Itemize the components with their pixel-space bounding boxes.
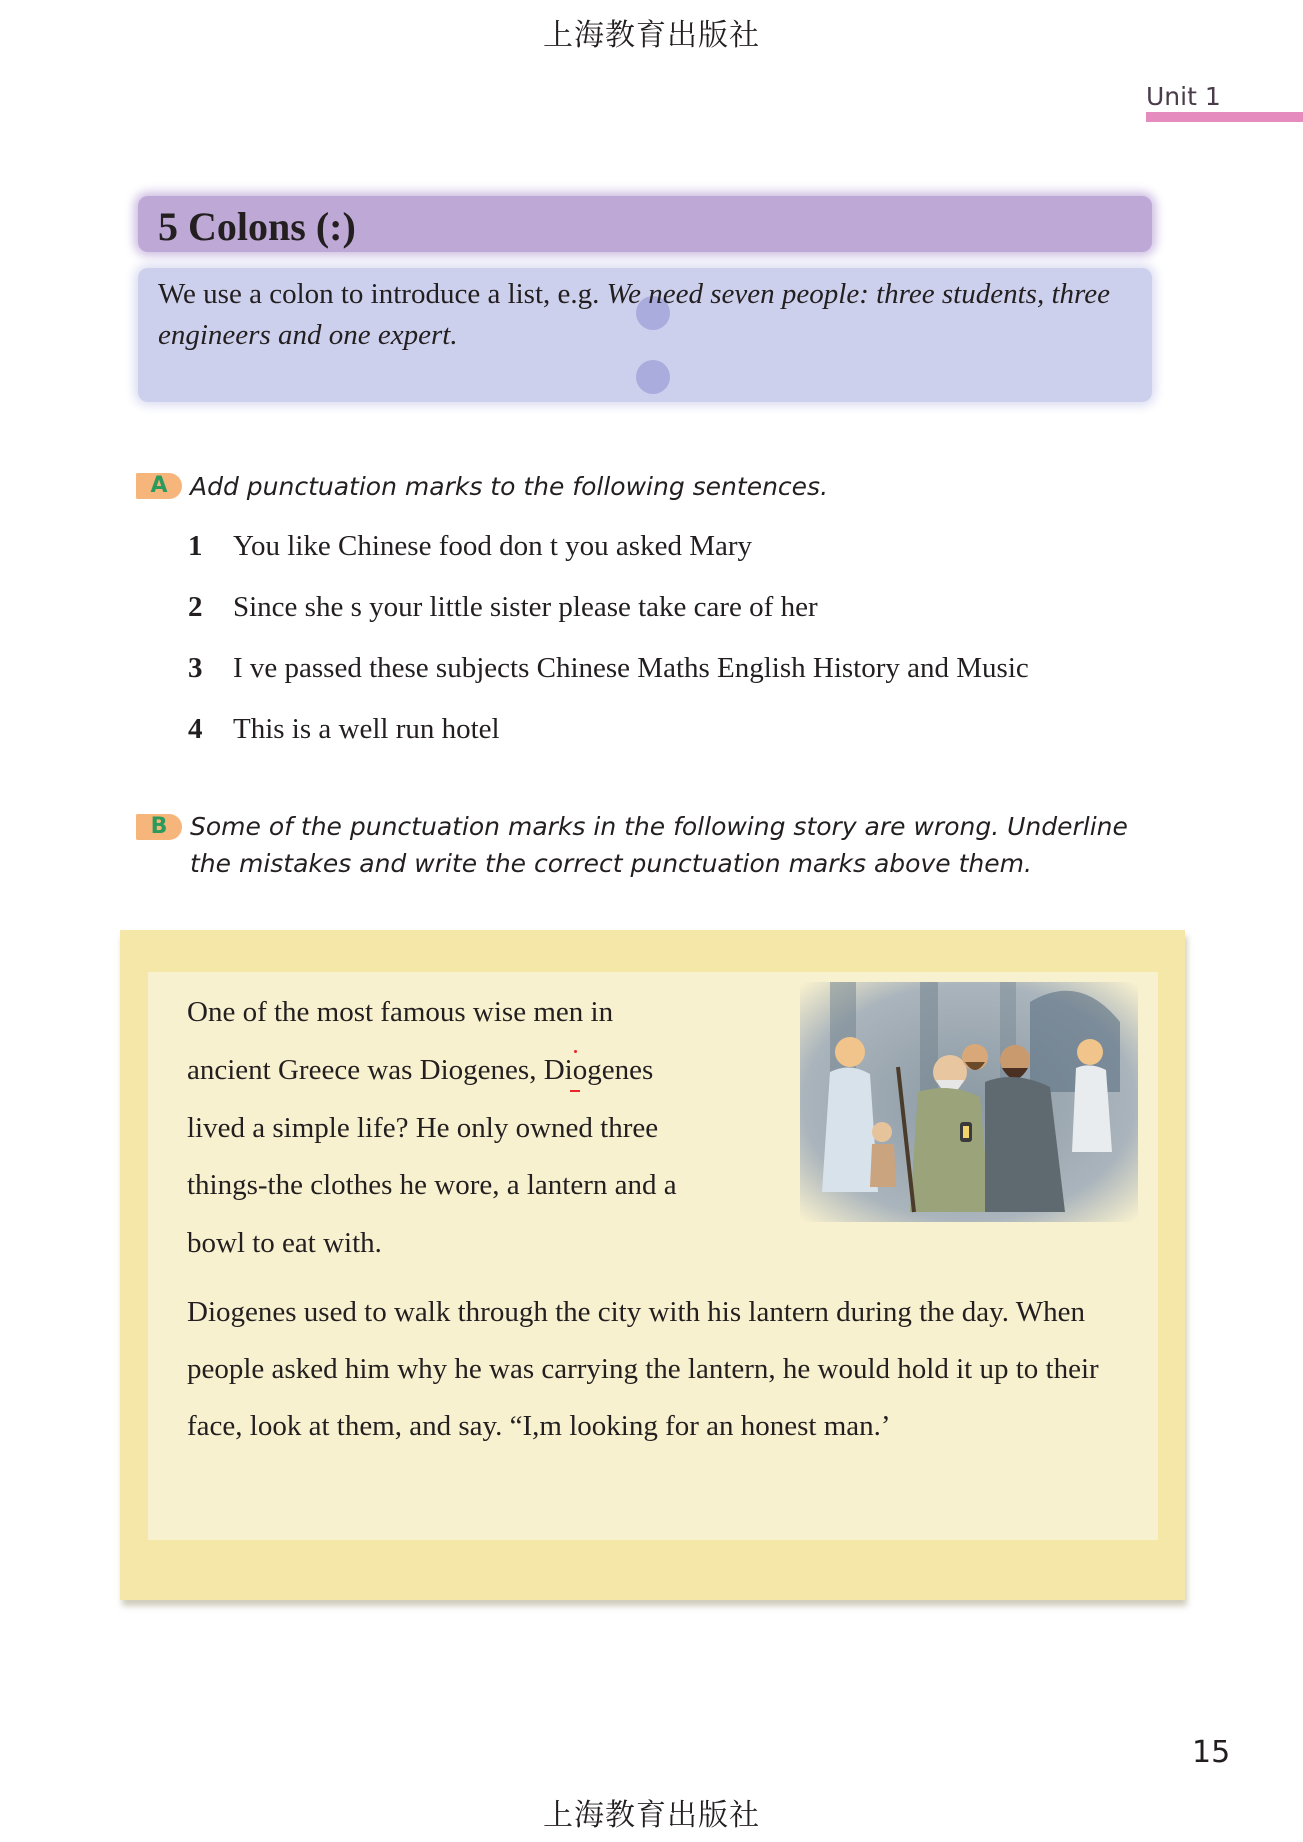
unit-label: Unit 1 [1146, 82, 1221, 111]
correction-underline-mark [570, 1090, 580, 1092]
publisher-header: 上海教育出版社 [543, 18, 760, 53]
illustration-image [800, 982, 1138, 1222]
task-b-instruction: Some of the punctuation marks in the following story are wrong. Underline the mistakes and write the correct punctuation marks above them. [190, 812, 1128, 878]
item-sentence: You like Chinese food don t you asked Mary [233, 530, 753, 562]
note-text [158, 274, 1118, 356]
note-example: We need seven people: three students, three engineers and one expert. [158, 278, 1110, 351]
item-sentence: I ve passed these subjects Chinese Maths English History and Music [233, 652, 1029, 684]
section-title: 5 Colons (:) [158, 204, 356, 249]
story-line: One of the most famous wise men in [187, 996, 614, 1028]
unit-bar [1146, 112, 1303, 122]
item-sentence: This is a well run hotel [233, 713, 500, 745]
story-paragraph: Diogenes used to walk through the city with his lantern during the day. When people asked him why he was carrying the lantern, he would hold it up to their face, look at them, and say. “I,m looking for an honest man.’ [187, 1296, 1099, 1442]
note-intro: We use a colon to introduce a list, e.g. [158, 278, 607, 310]
correction-dot-mark [574, 1050, 577, 1053]
task-b-badge: B [136, 814, 182, 840]
diogenes-illustration [800, 982, 1138, 1222]
item-number: 1 [188, 530, 203, 562]
story-line: ancient Greece was Diogenes, Diogenes [187, 1054, 654, 1086]
item-sentence: Since she s your little sister please take care of her [233, 591, 818, 623]
item-number: 4 [188, 713, 203, 745]
task-a-badge: A [136, 473, 182, 499]
task-a-instruction: Add punctuation marks to the following sentences. [190, 472, 829, 501]
publisher-footer: 上海教育出版社 [543, 1798, 760, 1833]
item-number: 2 [188, 591, 203, 623]
story-line: bowl to eat with. [187, 1227, 382, 1259]
story-line: things-the clothes he wore, a lantern and a [187, 1169, 677, 1201]
page-number: 15 [1192, 1735, 1231, 1770]
binder-ring-icon [636, 360, 670, 394]
item-number: 3 [188, 652, 203, 684]
story-line: lived a simple life? He only owned three [187, 1112, 659, 1144]
